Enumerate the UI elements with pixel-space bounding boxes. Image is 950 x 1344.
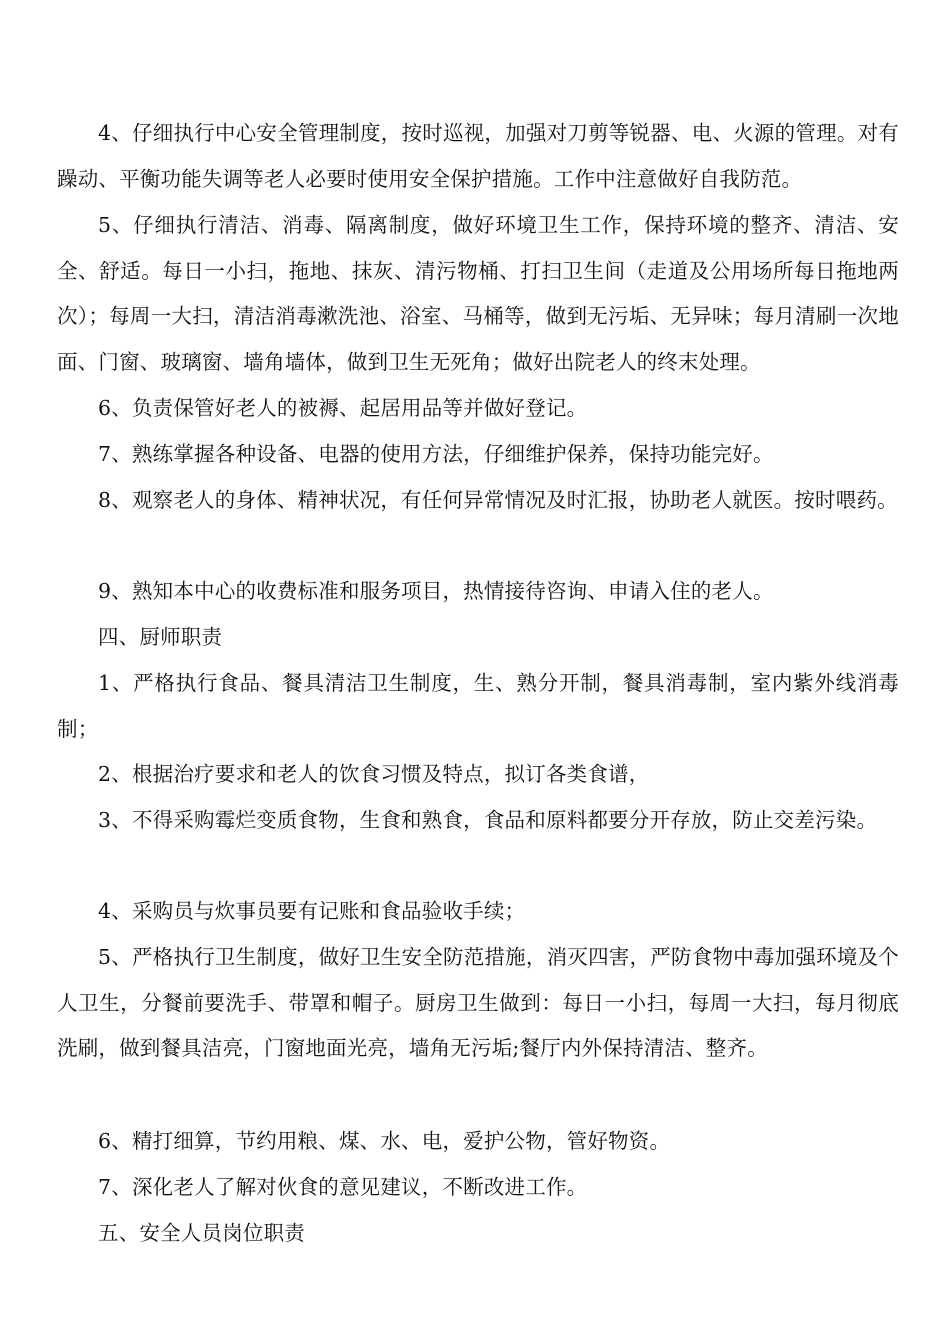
paragraph-observe-elderly: 8、观察老人的身体、精神状况，有任何异常情况及时汇报，协助老人就医。按时喂药。 xyxy=(98,488,898,512)
section-heading-chef-duties: 四、厨师职责 xyxy=(98,625,223,649)
paragraph-purchase-records: 4、采购员与炊事员要有记账和食品验收手续； xyxy=(98,899,526,923)
paragraph-food-storage: 3、不得采购霉烂变质食物，生食和熟食，食品和原料都要分开存放，防止交差污染。 xyxy=(98,808,878,832)
paragraph-equipment-use: 7、熟练掌握各种设备、电器的使用方法，仔细维护保养，保持功能完好。 xyxy=(98,442,774,466)
paragraph-kitchen-hygiene: 5、严格执行卫生制度，做好卫生安全防范措施，消灭四害，严防食物中毒加强环境及个人卫生，分餐前要洗手、带罩和帽子。厨房卫生做到：每日一小扫，每周一大扫，每月彻底洗刷，做到餐具洁亮，门窗地面光亮，墙角无污垢;餐厅内外保持清洁、整齐。 xyxy=(57,945,899,1060)
paragraph-fee-standards: 9、熟知本中心的收费标准和服务项目，热情接待咨询、申请入住的老人。 xyxy=(98,579,774,603)
paragraph-economize: 6、精打细算，节约用粮、煤、水、电，爱护公物，管好物资。 xyxy=(98,1129,671,1153)
paragraph-feedback: 7、深化老人了解对伙食的意见建议，不断改进工作。 xyxy=(98,1175,588,1199)
paragraph-recipes: 2、根据治疗要求和老人的饮食习惯及特点，拟订各类食谱， xyxy=(98,762,650,786)
section-heading-security-duties: 五、安全人员岗位职责 xyxy=(98,1221,305,1245)
paragraph-bedding-custody: 6、负责保管好老人的被褥、起居用品等并做好登记。 xyxy=(98,396,588,420)
paragraph-cleaning-disinfection: 5、仔细执行清洁、消毒、隔离制度，做好环境卫生工作，保持环境的整齐、清洁、安全、舒适。每日一小扫，拖地、抹灰、清污物桶、打扫卫生间（走道及公用场所每日拖地两次）；每周一大扫，清洁消毒漱洗池、浴室、马桶等，做到无污垢、无异味；每月清刷一次地面、门窗、玻璃窗、墙角墙体，做到卫生无死角；做好出院老人的终末处理。 xyxy=(57,213,899,374)
paragraph-food-hygiene: 1、严格执行食品、餐具清洁卫生制度，生、熟分开制，餐具消毒制，室内紫外线消毒制； xyxy=(57,671,899,741)
paragraph-safety-management: 4、仔细执行中心安全管理制度，按时巡视，加强对刀剪等锐器、电、火源的管理。对有躁动、平衡功能失调等老人必要时使用安全保护措施。工作中注意做好自我防范。 xyxy=(57,121,899,191)
